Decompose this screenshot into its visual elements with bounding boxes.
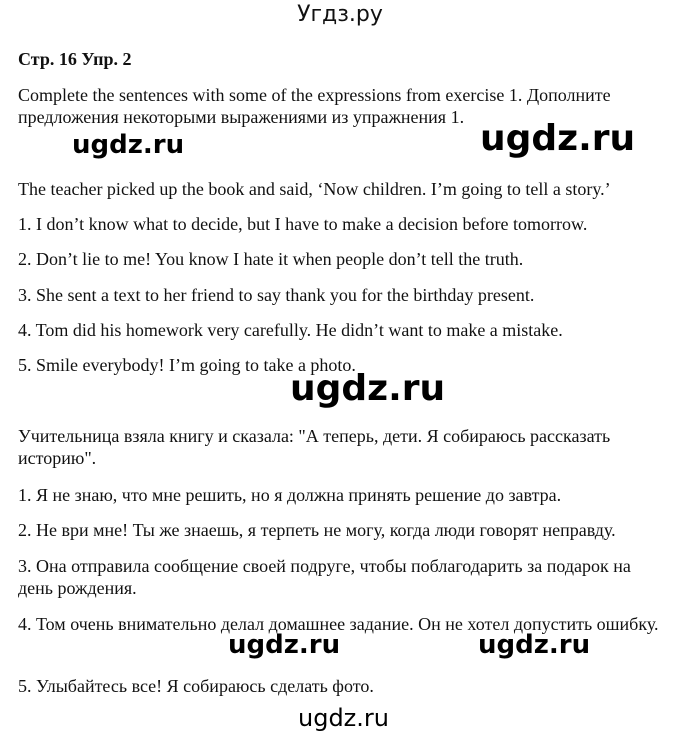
- english-intro: The teacher picked up the book and said, ‘Now children. I’m going to tell a story.’: [18, 179, 611, 199]
- watermark: ugdz.ru: [72, 130, 185, 160]
- english-item: 3. She sent a text to her friend to say thank you for the birthday present.: [18, 285, 535, 305]
- russian-intro: Учительница взяла книгу и сказала: "А теперь, дети. Я собираюсь рассказать историю".: [18, 426, 611, 468]
- russian-item: 3. Она отправила сообщение своей подруге, чтобы поблагодарить за подарок на день рождения.: [18, 556, 631, 598]
- watermark: ugdz.ru: [228, 630, 341, 660]
- watermark: ugdz.ru: [290, 368, 446, 409]
- russian-item: 1. Я не знаю, что мне решить, но я должна принять решение до завтра.: [18, 485, 562, 505]
- page-heading: Стр. 16 Упр. 2: [18, 49, 132, 69]
- site-title: Угдз.ру: [297, 2, 383, 27]
- english-item: 5. Smile everybody! I’m going to take a photo.: [18, 355, 356, 375]
- english-item: 4. Tom did his homework very carefully. He didn’t want to make a mistake.: [18, 320, 563, 340]
- watermark: ugdz.ru: [298, 704, 389, 732]
- russian-item: 5. Улыбайтесь все! Я собираюсь сделать фото.: [18, 676, 374, 696]
- watermark: ugdz.ru: [478, 630, 591, 660]
- russian-item: 4. Том очень внимательно делал домашнее задание. Он не хотел допустить ошибку.: [18, 614, 659, 634]
- watermark: ugdz.ru: [480, 118, 636, 159]
- english-item: 1. I don’t know what to decide, but I have to make a decision before tomorrow.: [18, 214, 588, 234]
- russian-item: 2. Не ври мне! Ты же знаешь, я терпеть не могу, когда люди говорят неправду.: [18, 520, 616, 540]
- english-item: 2. Don’t lie to me! You know I hate it when people don’t tell the truth.: [18, 249, 524, 269]
- instruction-text: Complete the sentences with some of the expressions from exercise 1. Дополните предложения некоторыми выражениями из упражнения 1.: [18, 85, 611, 127]
